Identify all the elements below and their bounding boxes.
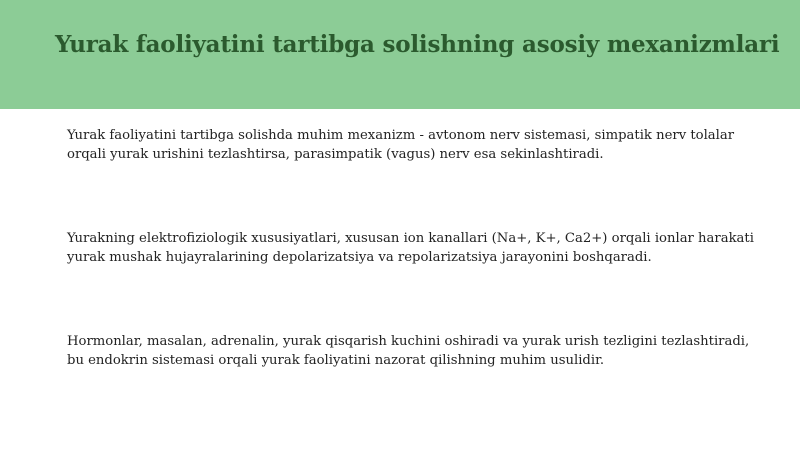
paragraph-hormonal-regulation: Hormonlar, masalan, adrenalin, yurak qisqarish kuchini oshiradi va yurak urish tezligini tezlashtiradi, bu endokrin sistemasi orqali yurak faoliyatini nazorat qilishning muhim usulidir. (67, 334, 750, 368)
paragraph-nervous-regulation: Yurak faoliyatini tartibga solishda muhim mexanizm - avtonom nerv sistemasi, simpatik nerv tolalar orqali yurak urishini tezlashtirsa, parasimpatik (vagus) nerv esa sekinlashtiradi. (67, 128, 735, 162)
slide-title: Yurak faoliyatini tartibga solishning asosiy mexanizmlari (55, 31, 780, 58)
paragraph-electrophysiology: Yurakning elektrofiziologik xususiyatlari, xususan ion kanallari (Na+, K+, Ca2+) orqali ionlar harakati yurak mushak hujayralarining depolarizatsiya va repolarizatsiya jarayonini boshqaradi. (67, 231, 754, 265)
header-band (0, 0, 800, 109)
